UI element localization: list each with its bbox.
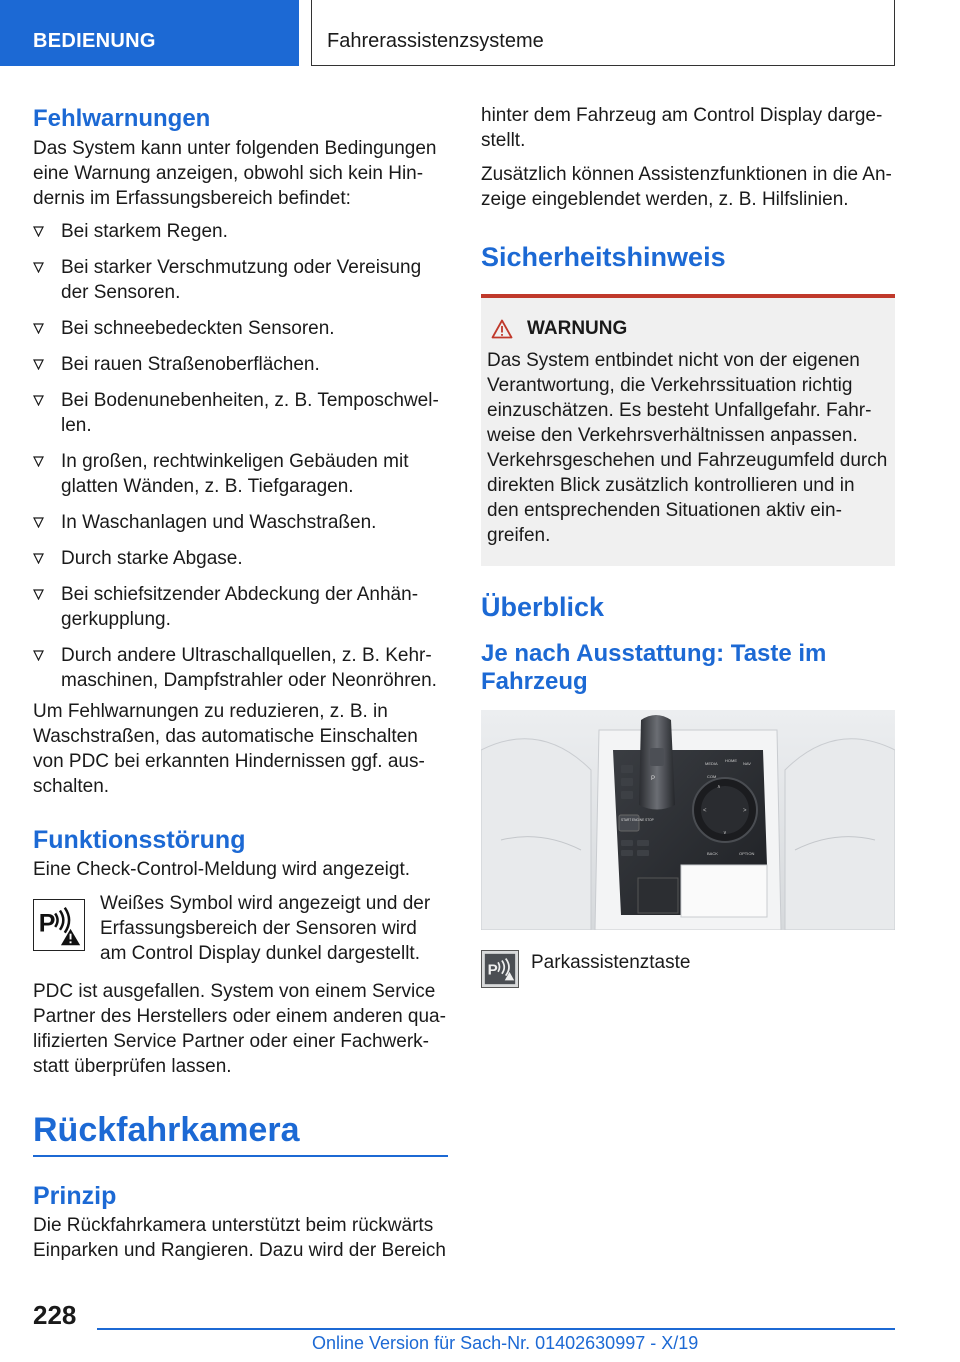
console-illustration [481, 710, 895, 930]
triangle-bullet-icon [33, 359, 44, 370]
list-item: In großen, rechtwinkeligen Gebäuden mit glatten Wänden, z. B. Tiefgaragen. [33, 449, 448, 499]
list-item: Bei rauen Straßenoberflächen. [33, 352, 448, 377]
triangle-bullet-icon [33, 589, 44, 600]
right-column [481, 100, 895, 990]
heading-underline [33, 1155, 448, 1157]
svg-text:∨: ∨ [723, 830, 727, 836]
warning-title [487, 318, 889, 340]
list-item: Bei Bodenunebenheiten, z. B. Temposchwellen. [33, 388, 448, 438]
page-number: 228 [33, 1300, 77, 1330]
fehl-outro: Um Fehlwarnungen zu reduzieren, z. B. in Waschstraßen, das automatische Einschalten von PDC bei erkannten Hindernissen ggf. ausschalten. [33, 701, 425, 797]
header-chapter-tab [311, 0, 895, 66]
header-chapter-label: Fahrerassistenzsysteme [327, 30, 544, 52]
label-start: START ENGINE STOP [621, 818, 654, 822]
triangle-bullet-icon [33, 650, 44, 661]
triangle-bullet-icon [33, 226, 44, 237]
header-section-label: BEDIENUNG [33, 30, 156, 52]
pdc-failure-icon [33, 899, 85, 951]
heading-fehlwarnungen: Fehlwarnungen [33, 105, 211, 132]
warning-label: WARNUNG [527, 318, 628, 339]
funk-symbol-text: Weißes Symbol wird angezeigt und der Erfassungsbereich der Sensoren wird am Control Display dunkel dargestellt. [100, 893, 431, 964]
caption-text: Parkassistenztaste [531, 952, 691, 973]
triangle-bullet-icon [33, 456, 44, 467]
list-item: Bei starkem Regen. [33, 219, 448, 244]
prinzip-text: Die Rückfahrkamera unterstützt beim rückwärts Einparken und Rangieren. Dazu wird der Bereich [33, 1215, 446, 1261]
funk-intro: Eine Check-Control-Meldung wird angezeigt. [33, 859, 411, 880]
warning-triangle-icon [491, 319, 513, 339]
fehl-intro: Das System kann unter folgenden Bedingungen eine Warnung anzeigen, obwohl sich kein Hindernis im Erfassungsbereich befindet: [33, 138, 437, 209]
footer-rule [97, 1328, 895, 1330]
warning-box [481, 298, 895, 566]
label-nav: NAV [743, 761, 751, 766]
left-column [33, 100, 448, 1263]
triangle-bullet-icon [33, 323, 44, 334]
heading-rueckfahrkamera: Rückfahrkamera [33, 1111, 300, 1149]
heading-ueberblick: Überblick [481, 592, 605, 622]
label-home: HOME [725, 758, 737, 763]
list-item: Durch starke Abgase. [33, 546, 448, 571]
triangle-bullet-icon [33, 262, 44, 273]
pdc-symbol-row [33, 891, 448, 971]
heading-prinzip: Prinzip [33, 1182, 117, 1210]
list-item: Bei schneebedeckten Sensoren. [33, 316, 448, 341]
list-item: Bei starker Verschmutzung oder Vereisung der Sensoren. [33, 255, 448, 305]
heading-sicherheitshinweis: Sicherheitshinweis [481, 242, 726, 272]
label-back: BACK [707, 851, 718, 856]
cont-text: hinter dem Fahrzeug am Control Display dargestellt. [481, 105, 883, 151]
list-item: In Waschanlagen und Waschstraßen. [33, 510, 448, 535]
svg-text:∧: ∧ [717, 784, 721, 790]
svg-text:<: < [703, 808, 707, 814]
list-item: Durch andere Ultraschallquellen, z. B. Kehrmaschinen, Dampfstrahler oder Neonröhren. [33, 643, 448, 693]
label-com: COM [707, 774, 717, 779]
caption-row [481, 948, 895, 990]
label-media: MEDIA [705, 761, 718, 766]
label-option: OPTION [739, 851, 755, 856]
triangle-bullet-icon [33, 395, 44, 406]
label-p: P [651, 776, 656, 782]
console-photo [481, 710, 895, 930]
triangle-bullet-icon [33, 517, 44, 528]
heading-taste-im-fahrzeug: Je nach Ausstattung: Taste im Fahrzeug [481, 640, 827, 695]
svg-text:>: > [743, 808, 747, 814]
svg-text:P: P [38, 909, 56, 938]
header-section-tab [0, 0, 299, 66]
triangle-bullet-icon [33, 553, 44, 564]
footer-text: Online Version für Sach-Nr. 01402630997 - X/19 [312, 1333, 699, 1353]
heading-funktionsstoerung: Funktionsstörung [33, 826, 246, 854]
list-item: Bei schiefsitzender Abdeckung der Anhängerkupplung. [33, 582, 448, 632]
assist-text: Zusätzlich können Assistenzfunktionen in die Anzeige eingeblendet werden, z. B. Hilfslinien. [481, 164, 892, 210]
fehl-list [33, 219, 448, 693]
funk-outro: PDC ist ausgefallen. System von einem Service Partner des Herstellers oder einem anderen qualifizierten Service Partner oder einer Fachwerkstatt überprüfen lassen. [33, 981, 446, 1077]
park-assist-button-icon [481, 950, 519, 988]
warning-text: Das System entbindet nicht von der eigenen Verantwortung, die Verkehrssituation richtig einzuschätzen. Es besteht Unfallgefahr. Fahrweise den Verkehrsverhältnissen anpassen. Verkehrsgeschehen und Fahrzeugumfeld durch direkten Blick zusätzlich kontrollieren und in den entsprechenden Situationen aktiv eingreifen. [487, 350, 888, 546]
svg-text:P: P [487, 961, 498, 979]
